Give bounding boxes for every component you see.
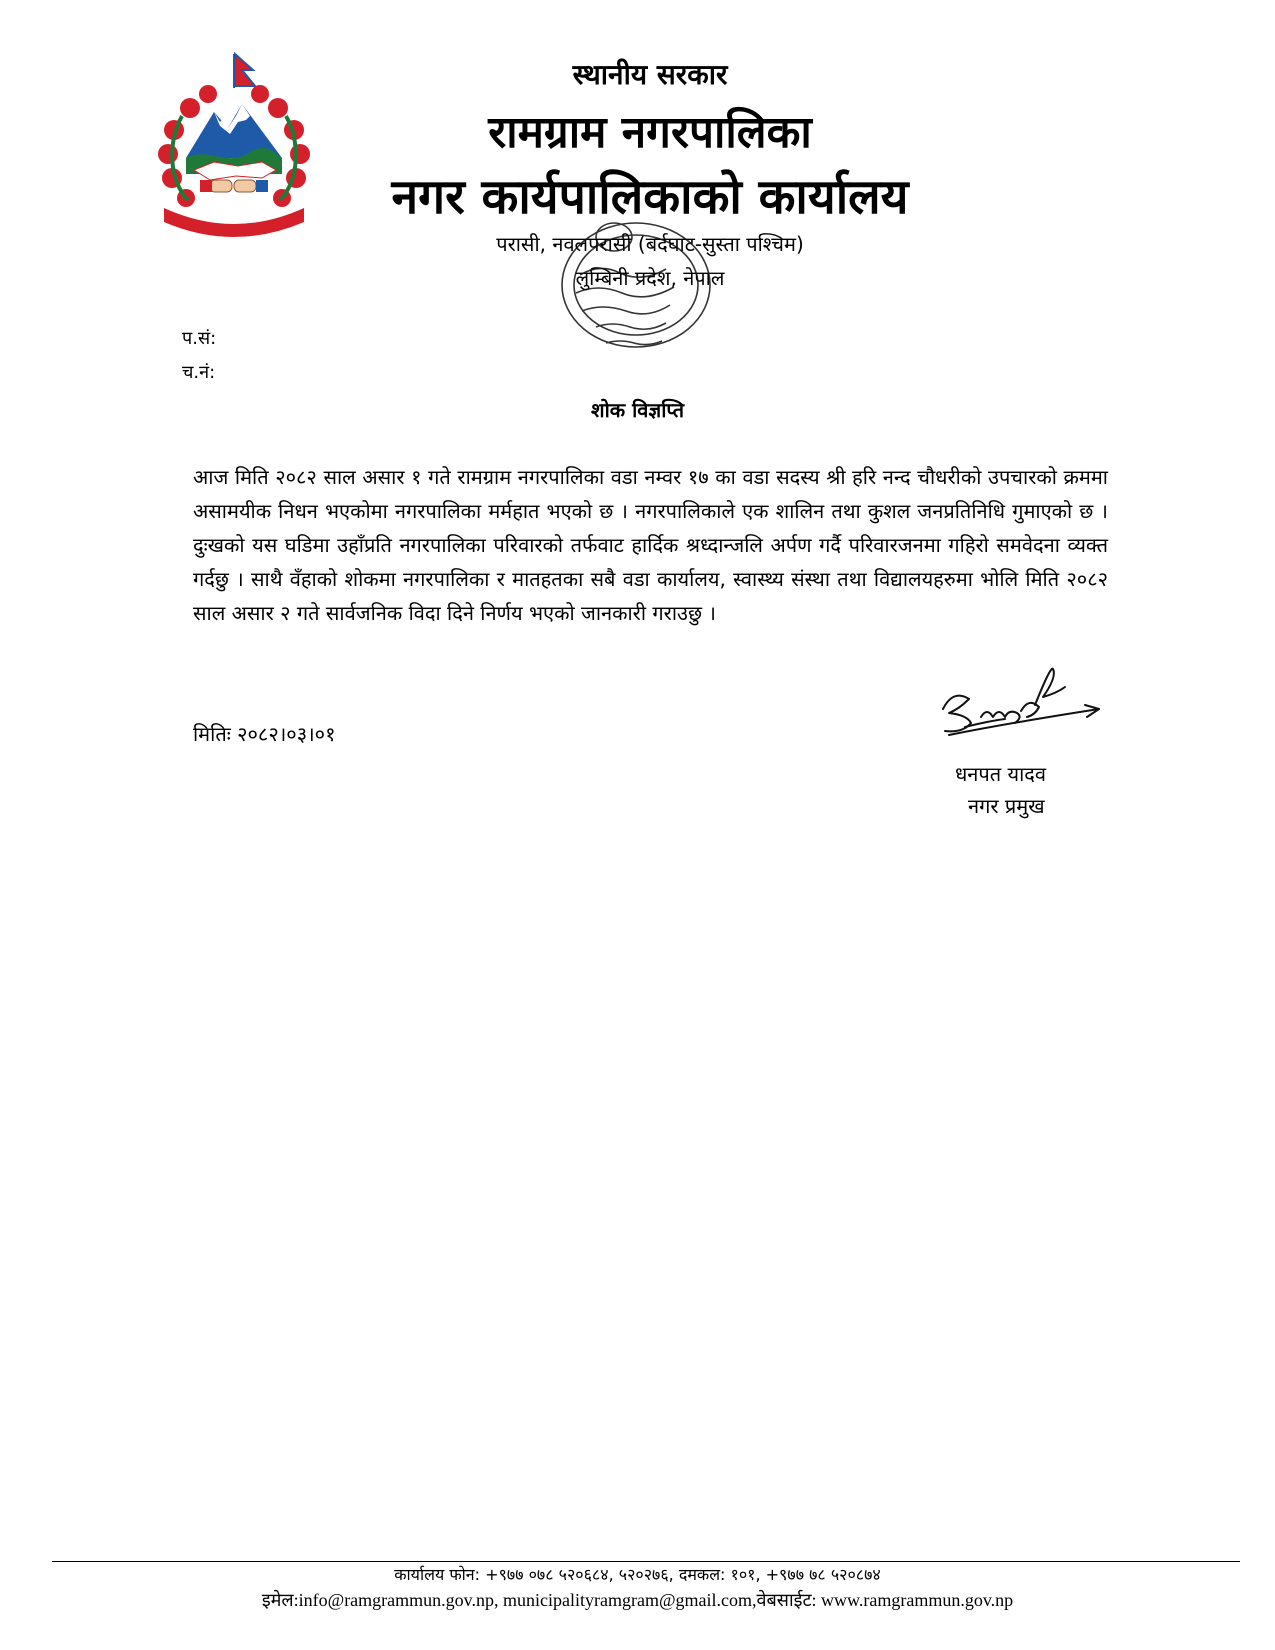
notice-title: शोक विज्ञप्ति [591, 398, 684, 422]
handwritten-signature-icon [935, 665, 1105, 770]
government-level-heading: स्थानीय सरकार [572, 58, 728, 91]
signatory-name: धनपत यादव [955, 762, 1047, 786]
signatory-title: नगर प्रमुख [968, 794, 1045, 818]
letter-number-label: प.सं: [182, 328, 217, 349]
handshake-icon [200, 180, 268, 192]
dispatch-number-label: च.नं: [182, 362, 216, 383]
office-seal-icon [552, 215, 720, 360]
nepal-emblem-icon [158, 50, 310, 238]
notice-date: मितिः २०८२।०३।०१ [193, 722, 336, 746]
province-country: लुम्बिनी प्रदेश, नेपाल [575, 266, 725, 290]
municipality-name: रामग्राम नगरपालिका [488, 107, 812, 158]
office-address: परासी, नवलपरासी (बर्दघाट-सुस्ता पश्चिम) [496, 232, 804, 256]
office-name: नगर कार्यपालिकाको कार्यालय [391, 169, 909, 225]
footer-contact-email-web: इमेल:info@ramgrammun.gov.np, municipalityramgram@gmail.com,वेबसाईट: www.ramgrammun.gov.np [261, 1590, 1014, 1610]
notice-body: आज मिति २०८२ साल असार १ गते रामग्राम नगरपालिका वडा नम्वर १७ का वडा सदस्य श्री हरि नन्द चौधरीको उपचारको क्रममा असामयीक निधन भएकोमा नगरपालिका मर्महात भएको छ । नगरपालिकाले एक शालिन तथा कुशल जनप्रतिनिधि गुमाएको छ । दुःखको यस घडिमा उहाँप्रति नगरपालिका परिवारको तर्फवाट हार्दिक श्रध्दान्जलि अर्पण गर्दै परिवारजनमा गहिरो समवेदना व्यक्त गर्दछु । साथै वँहाको शोकमा नगरपालिका र मातहतका सबै वडा कार्यालय, स्वास्थ्य संस्था तथा विद्यालयहरुमा भोलि मिति २०८२ साल असार २ गते सार्वजनिक विदा दिने निर्णय भएको जानकारी गराउछु । [193, 465, 1108, 625]
footer-contact-phone: कार्यालय फोन: +९७७ ०७८ ५२०६८४, ५२०२७६, दमकल: १०१, +९७७ ७८ ५२०८७४ [394, 1565, 881, 1584]
motto-ribbon-icon [164, 208, 304, 237]
flag-icon [234, 54, 255, 88]
footer-divider [52, 1561, 1240, 1562]
